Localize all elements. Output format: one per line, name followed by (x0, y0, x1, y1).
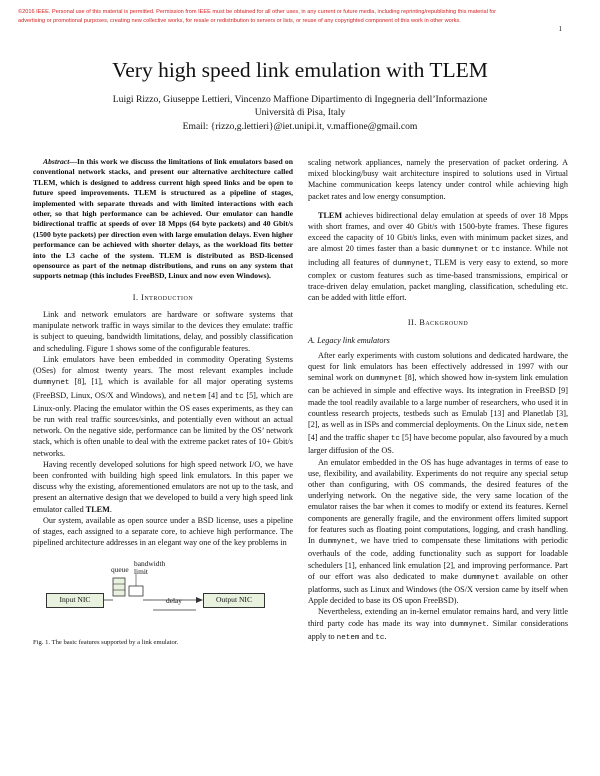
code-tc: tc (390, 435, 400, 444)
input-nic-box: Input NIC (46, 593, 104, 608)
intro-paragraph-3: Having recently developed solutions for high speed network I/O, we have been confronted with building high speed link emulators. In this paper we discuss why the existing, aforementioned emulators are not up to the task, and present an alternative design that we developed to build a very high speed link emulator called TLEM. (33, 459, 293, 514)
code-tc: tc (375, 633, 385, 642)
right-paragraph-2: TLEM achieves bidirectional delay emulation at speeds of over 18 Mpps with short frames, and over 40 Gbit/s with 1500-byte frames. These figures exceed the capacity of 10 Gbit/s links, even with minimum packet sizes, and are almost 20 times faster than a basic dummynet or tc instance. While not including all features of dummynet, TLEM is very easy to extend, so more complex or custom features such as time-based transmissions, empirical or trace-driven delay emulation, packet mangling, classification, scheduling etc. can be added with little effort. (308, 210, 568, 303)
intro-paragraph-4: Our system, available as open source under a BSD license, uses a pipeline of stages, each assigned to a separate core, to achieve high performance. The pipelined architecture addresses in an elegant way one of the key problems in (33, 515, 293, 548)
code-tc: tc (234, 392, 244, 401)
section-heading-background (308, 317, 568, 328)
affiliation: Università di Pisa, Italy (254, 107, 346, 118)
queue-icon (113, 578, 125, 596)
background-paragraph-2: An emulator embedded in the OS has huge advantages in terms of ease to use, flexibility, and availability. Experiments do not require any special setup other than configuring, with OS commands, the desired features of the underlying network. On the negative side, the very same location of the emulator raises the bar when it comes to modify or extend its features. Kernel components are generally fragile, and the environment offers limited support for features such as floating point computations, logging, and crash handling. In dummynet, we have tried to compensate these limitations with periodic overhauls of the code, adding functionality such as support for loadable schedulers [1], enhanced link emulation [2], and improving performance. Part of our effort was also dedicated to make dummynet available on other platforms, such as Linux and Windows (the OS/X version came by itself when Apple decided to base its OS upon FreeBSD). (308, 457, 569, 606)
code-dummynet: dummynet (392, 259, 430, 268)
figure-label-limit: limit (134, 567, 148, 577)
left-column (33, 157, 293, 647)
code-netem: netem (545, 422, 568, 431)
figure-caption: Fig. 1. The basic features supported by a link emulator. (33, 639, 179, 647)
figure-1 (33, 560, 293, 634)
intro-paragraph-1: Link and network emulators are hardware or software systems that manipulate network traffic in ways similar to the devices they emulate: traffic is subject to queuing, bandwidth limitations, delay, and possibly classification and scheduling. Figure 1 shows some of the configurable features. (33, 310, 293, 353)
background-paragraph-3: Nevertheless, extending an in-kernel emulator remains hard, and very little third party code has made its way into dummynet. Similar considerations apply to netem and tc. (308, 607, 569, 642)
section-title: Introduction (141, 292, 194, 302)
arrow-right-icon (196, 597, 203, 603)
email: Email: {rizzo,g.lettieri}@iet.unipi.it, v.maffione@gmail.com (182, 121, 418, 132)
code-dummynet: dummynet (33, 379, 70, 388)
page-number: 1 (558, 25, 562, 33)
intro-paragraph-2: Link emulators have been embedded in commodity Operating Systems (OSes) for almost twenty years. The most relevant examples include dummynet [8], [1], which is available for all major operating systems (FreeBSD, Linux, OS/X and Windows), and netem [4] and tc [5], which are Linux-only. Placing the emulator within the OS eases experiments, as they can be run with real traffic sources/sinks, and potentially even without an actual network. On the negative side, performance can be limited by the OS’ network stack, which is often unable to deal with the extreme packet rates of 10+ Gbit/s networks. (33, 354, 293, 458)
figure-label-bandwidth: bandwidth (134, 559, 166, 569)
right-column (308, 157, 568, 644)
section-heading-introduction (33, 292, 293, 303)
abstract (33, 157, 293, 282)
bandwidth-limit-icon (129, 586, 143, 596)
figure-label-queue: queue (111, 565, 129, 575)
code-netem: netem (182, 392, 206, 401)
subsection-heading: A. Legacy link emulators (308, 335, 390, 345)
paper-title: Very high speed link emulation with TLEM (112, 58, 488, 82)
code-dummynet: dummynet (462, 573, 500, 582)
code-netem: netem (336, 633, 360, 642)
code-dummynet: dummynet (318, 538, 355, 547)
code-dummynet: dummynet (365, 375, 403, 384)
tlem-bold: TLEM (318, 210, 343, 220)
code-dummynet: dummynet (450, 620, 487, 629)
section-title: Background (419, 318, 469, 328)
right-paragraph-1: scaling network appliances, namely the preservation of packet ordering. A mixed blocking/busy wait architecture inspired to solutions used in Virtual Machine communication keeps latency under control while achieving high packet rates and low energy consumption. (308, 158, 568, 201)
abstract-lead: Abstract (43, 157, 70, 166)
code-dummynet: dummynet (441, 246, 479, 255)
figure-label-delay: delay (166, 596, 183, 606)
output-nic-box: Output NIC (203, 593, 265, 608)
abstract-text: —In this work we discuss the limitations of link emulators based on conventional network stacks, and present our alternative architecture called TLEM, which is designed to address current high speed links and be open to future speed improvements. TLEM is structured as a pipeline of stages, implemented with separate threads and with limited interactions with each other, so that high performance can be achieved. Our emulator can handle bidirectional traffic at speeds of over 18 Mpps (64 byte packets) and 40 Gbit/s (1500 byte packets) per direction even with large emulation delays. Even higher performance can be achieved with shorter delays, as the workload fits better into the L3 cache of the system. TLEM is distributed as BSD-licensed opensource as part of the netmap distributions, and runs on any system that supports netmap (this includes FreeBSD, Linux and now even Windows). (33, 157, 293, 281)
copyright-notice: ©2016 IEEE. Personal use of this material is permitted. Permission from IEEE must be obtained for all other uses, in any current or future media, including reprinting/republishing this material for advertising or promotional purposes, creating new collective works, for resale or redistribution to servers or lists, or reuse of any copyrighted component of this work in other works. (18, 9, 496, 24)
code-tc: tc (490, 246, 501, 255)
section-number: II. (407, 318, 417, 328)
background-paragraph-1: After early experiments with custom solutions and dedicated hardware, the quest for link emulators has been effectively addressed in 1997 with our seminal work on dummynet [8], which showed how in-system link emulation can be achieved in simple and effective ways. Its integration in FreeBSD [9] made the tool readily available to a large number of researchers, who used it in countless research projects, testbeds such as Emulab [13] and Planetlab [3], [2], as well as in ISPs and commercial deployments. On the Linux side, netem [4] and the traffic shaper tc [5] have become popular, also favoured by a much larger diffusion of the OS. (308, 350, 568, 456)
authors: Luigi Rizzo, Giuseppe Lettieri, Vincenzo Maffione Dipartimento di Ingegneria dell’Informazione (112, 94, 488, 105)
figure-diagram (33, 560, 293, 618)
section-number: I. (132, 292, 139, 302)
tlem-bold: TLEM (85, 504, 110, 514)
